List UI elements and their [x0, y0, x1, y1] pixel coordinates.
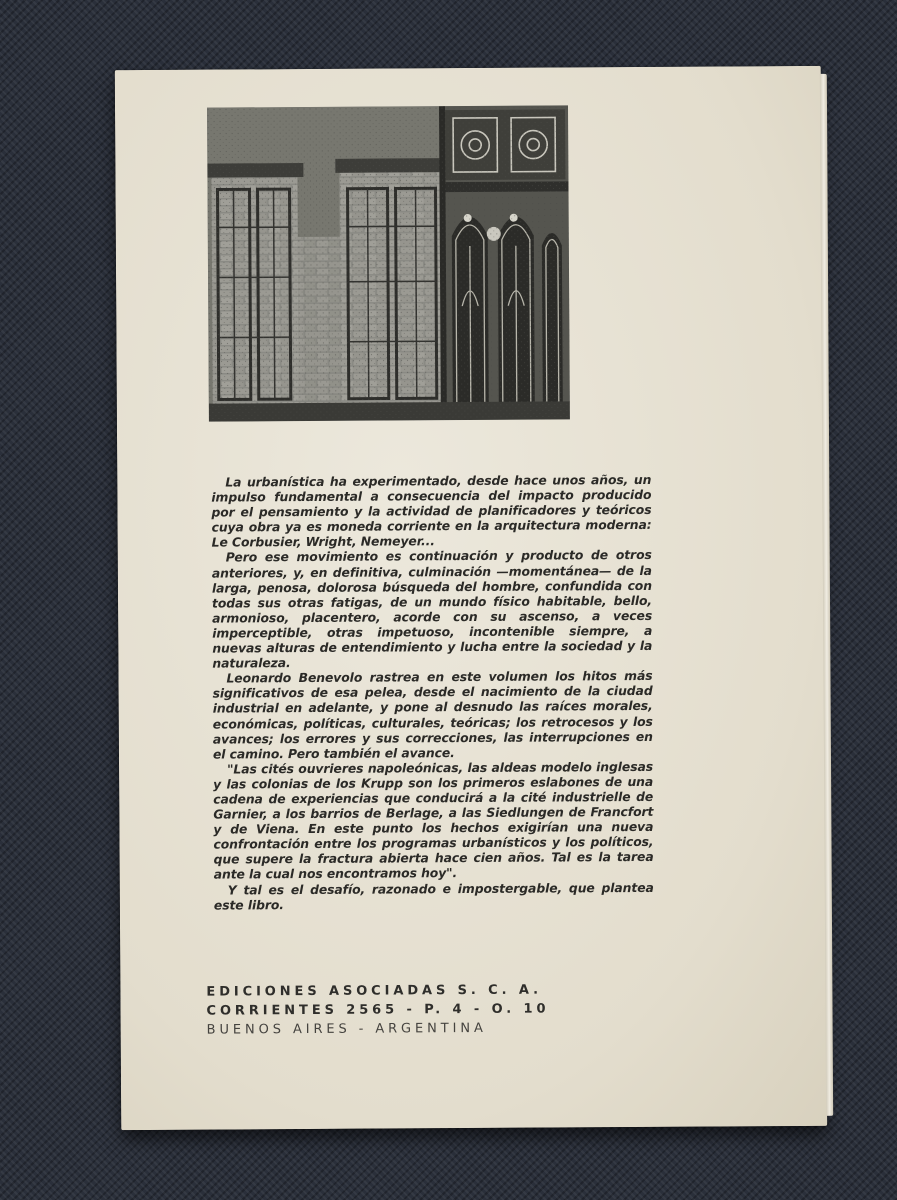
- back-cover-blurb: [211, 472, 654, 912]
- blurb-paragraph: La urbanística ha experimentado, desde hace unos años, un impulso fundamental a consecuencia del impacto producido por el pensamiento y la actividad de planificadores y teóricos cuya obra ya es moneda corriente en la arquitectura moderna: Le Corbusier, Wright, Nemeyer...: [211, 471, 652, 550]
- blurb-paragraph: Leonardo Benevolo rastrea en este volumen los hitos más significativos de esa pelea, desde el nacimiento de la ciudad industrial en adelante, y pone al desnudo las raíces morales, económicas, políticas, culturales, teóricas; los retrocesos y los avances; los errores y sus correcciones, las interrupciones en el camino. Pero también el avance.: [212, 668, 653, 762]
- page-edge: [820, 74, 833, 1116]
- blurb-paragraph: Y tal es el desafío, razonado e impostergable, que plantea este libro.: [213, 879, 654, 913]
- book-back-cover: [115, 66, 827, 1130]
- publisher-imprint: [206, 980, 566, 1039]
- publisher-name: EDICIONES ASOCIADAS S. C. A.: [206, 982, 542, 1000]
- architecture-illustration: [207, 105, 570, 421]
- blurb-paragraph: Pero ese movimiento es continuación y producto de otros anteriores, y, en definitiva, culminación —momentánea— de la larga, penosa, dolorosa búsqueda del hombre, confundida con todas sus otras fatigas, de un mundo físico habitable, bello, armonioso, placentero, acorde con su ascenso, a veces imperceptible, otras impetuoso, incontenible siempre, a nuevas alturas de entendimiento y lucha entre la sociedad y la naturaleza.: [211, 547, 653, 671]
- blurb-quote: "Las cités ouvrieres napoleónicas, las aldeas modelo inglesas y las colonias de los Krupp son los primeros eslabones de una cadena de experiencias que conducirá a la cité industrielle de Garnier, a los barrios de Berlage, a las Siedlungen de Francfort y de Viena. En este punto los hechos exigirían una nueva confrontación entre los programas urbanísticos y los políticos, que supere la fractura abierta hace cien años. Tal es la tarea ante la cual nos encontramos hoy".: [213, 758, 654, 883]
- publisher-address: CORRIENTES 2565 - P. 4 - O. 10: [206, 1001, 550, 1019]
- publisher-city: BUENOS AIRES - ARGENTINA: [206, 1020, 487, 1038]
